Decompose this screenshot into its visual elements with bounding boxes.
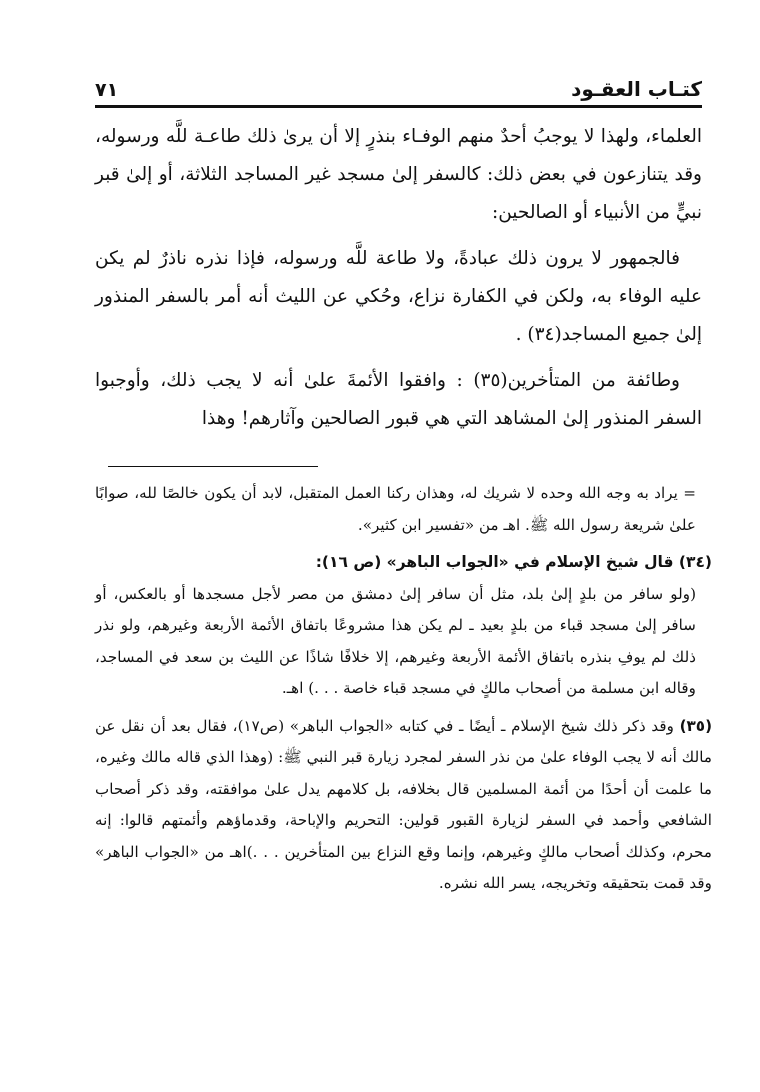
- footnote-separator: [108, 466, 318, 467]
- page-header: [95, 68, 702, 108]
- page-number: ٧١: [95, 79, 119, 101]
- footnote-number: (٣٥): [679, 716, 713, 735]
- footnote-number: (٣٤): [678, 553, 712, 571]
- main-paragraph: العلماء، ولهذا لا يوجبُ أحدٌ منهم الوفـاء بنذرٍ إلا أن يرىٰ ذلك طاعـة للَّه ورسوله، وقد يتنازعون في بعض ذلك: كالسفر إلىٰ مسجد غير المساجد الثلاثة، أو إلىٰ قبر نبيٍّ من الأنبياء أو الصالحين:: [95, 126, 702, 223]
- footnote-body: وقد ذكر ذلك شيخ الإسلام ـ أيضًا ـ في كتابه «الجواب الباهر» (ص١٧)، فقال بعد أن نقل عن مالك أنه لا يجب الوفاء علىٰ من نذر السفر لمجرد زيارة قبر النبي ﷺ: (وهذا الذي قاله مالك وغيره، ما علمت أن أحدًا من أئمة المسلمين قال بخلافه، بل كلامهم يدل علىٰ موافقته، وقد ذكر أصحاب الشافعي وأحمد في السفر لزيارة القبور قولين: التحريم والإباحة، وقدماؤهم وأئمتهم قالوا: إنه محرم، وكذلك أصحاب مالكٍ وغيرهم، وإنما وقع النزاع بين المتأخرين . . .)اهـ من «الجواب الباهر» وقد قمت بتحقيقه وتخريجه، يسر الله نشره.: [95, 716, 712, 892]
- main-paragraph: فالجمهور لا يرون ذلك عبادةً، ولا طاعة للَّه ورسوله، فإذا نذره ناذرٌ لم يكن عليه الوفاء به، ولكن في الكفارة نزاع، وحُكي عن الليث أنه أمر بالسفر المنذور إلىٰ جميع المساجد(٣٤) .: [95, 248, 702, 345]
- footnote-body: (ولو سافر من بلدٍ إلىٰ بلد، مثل أن سافر إلىٰ دمشق من مصر لأجل مسجدها أو بالعكس، أو سافر إلىٰ مسجد قباء من بلدٍ بعيد ـ لم يكن هذا مشروعًا باتفاق الأئمة الأربعة وغيرهم، ولو نذر ذلك لم يوفِ بنذره باتفاق الأئمة الأربعة وغيرهم، إلا خلافًا شاذًا عن الليث بن سعد في المساجد، وقاله ابن مسلمة من أصحاب مالكٍ في مسجد قباء خاصة . . .) اهـ.: [95, 584, 696, 697]
- footnote-continuation: = يراد به وجه الله وحده لا شريك له، وهذان ركنا العمل المتقبل، لابد أن يكون خالصًا لله، صوابًا علىٰ شريعة رسول الله ﷺ. اهـ من «تفسير ابن كثير».: [95, 484, 696, 534]
- main-text: [95, 118, 702, 446]
- footnote-heading: [95, 547, 712, 579]
- footnote-35: [95, 711, 712, 900]
- footnote-34: [95, 547, 712, 705]
- footnote-heading-text: قال شيخ الإسلام في «الجواب الباهر» (ص ١٦):: [315, 553, 674, 571]
- footnotes: [95, 478, 712, 906]
- running-title: كتـاب العقـود: [571, 77, 702, 101]
- main-paragraph: وطائفة من المتأخرين(٣٥) : وافقوا الأئمةَ علىٰ أنه لا يجب ذلك، وأوجبوا السفر المنذور إلىٰ المشاهد التي هي قبور الصالحين وآثارهم! وهذا: [95, 370, 702, 429]
